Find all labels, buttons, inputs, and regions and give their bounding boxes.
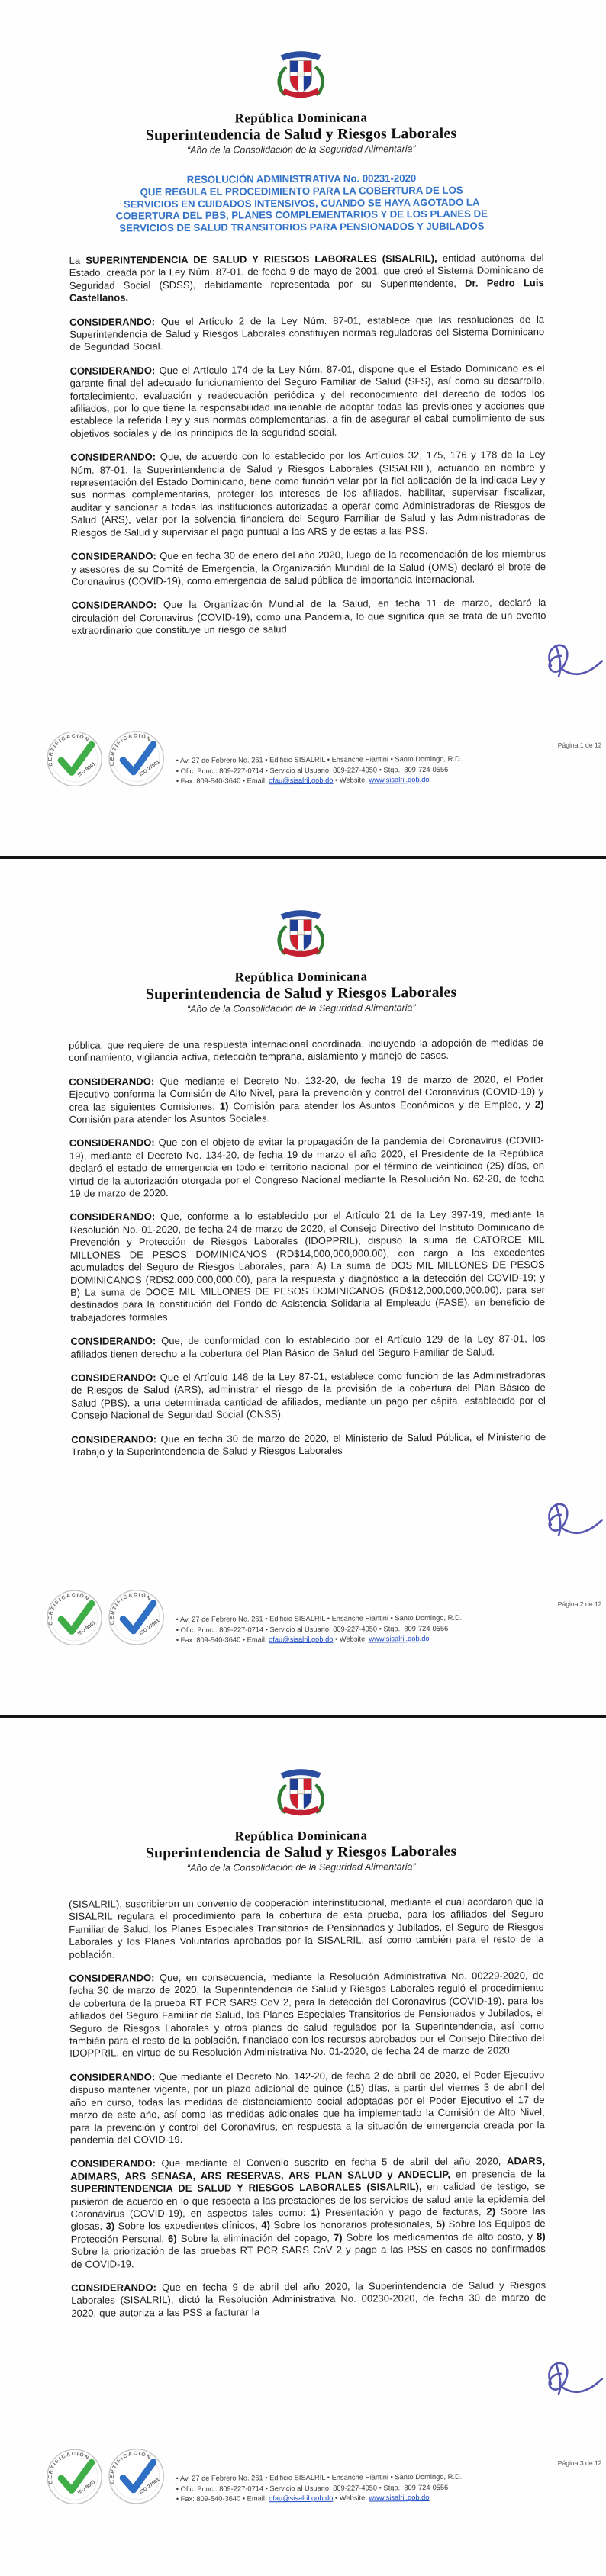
certification-badges [44, 2446, 166, 2507]
svg-text:CERTIFICACIÓN: CERTIFICACIÓN [47, 2451, 91, 2485]
email-link[interactable]: ofau@sisalril.gob.do [269, 776, 334, 785]
website-link[interactable]: www.sisalril.gob.do [369, 776, 430, 784]
signature-paraph-icon [528, 634, 604, 691]
paragraph: CONSIDERANDO: Que en fecha 9 de abril del año 2020, la Superintendencia de Salud y Riesgos Laborales (SISALRIL), dictó la Resolución Administrativa No. 00230-2020, de fecha 30 de marzo de 2020, que autoriza a las PSS a facturar la [71, 2279, 546, 2319]
motto: “Año de la Consolidación de la Seguridad Alimentaria” [186, 143, 416, 156]
svg-text:CERTIFICACIÓN: CERTIFICACIÓN [47, 733, 91, 767]
website-link[interactable]: www.sisalril.gob.do [369, 1635, 430, 1643]
fax-email-label: • Fax: 809-540-3640 • Email: [176, 2494, 269, 2504]
page-header [0, 859, 604, 1015]
email-link[interactable]: ofau@sisalril.gob.do [269, 2494, 334, 2503]
address-line-1: • Av. 27 de Febrero No. 261 • Edificio SISALRIL • Ensanche Piantini • Santo Domingo, R.D. [176, 754, 463, 765]
signature-paraph-icon [528, 1493, 604, 1550]
footer-address [176, 2472, 463, 2505]
paragraph: pública, que requiere de una respuesta internacional coordinada, incluyendo la adopción de medidas de confinamiento, vigilancia activa, detección temprana, aislamiento y manejo de casos. [69, 1037, 544, 1064]
fax-email-label: • Fax: 809-540-3640 • Email: [176, 777, 269, 786]
page-number: Página 2 de 12 [557, 1600, 602, 1608]
resolution-title [52, 172, 551, 235]
resolution-title-line: COBERTURA DEL PBS, PLANES COMPLEMENTARIOS Y DE LOS PLANES DE [115, 207, 488, 222]
address-line-3 [176, 775, 463, 787]
certification-badges [44, 1587, 166, 1648]
page-3-body [69, 1896, 546, 2320]
paragraph: CONSIDERANDO: Que, de conformidad con lo establecido por el Artículo 129 de la Ley 87-01, los afiliados tienen derecho a la cobertura del Plan Básico de Salud del Seguro Familiar de Salud. [70, 1333, 546, 1360]
country-title: República Dominicana [234, 1828, 368, 1844]
svg-text:ISO 9001: ISO 9001 [76, 1620, 97, 1637]
page-1-body [69, 252, 546, 637]
page-header [0, 0, 604, 156]
svg-text:ISO 9001: ISO 9001 [76, 2479, 97, 2496]
document-page-1 [0, 0, 606, 856]
paragraph: CONSIDERANDO: Que mediante el Decreto No. 132-20, de fecha 19 de marzo de 2020, el Poder Ejecutivo conforma la Comisión de Alto Nivel, para la prevención y control del Coronavirus (COVID-19) y crea las siguientes Comisiones: 1) Comisión para atender los Asuntos Económicos y de Empleo, y 2) Comisión para atender los Asuntos Sociales. [69, 1073, 544, 1125]
address-line-1: • Av. 27 de Febrero No. 261 • Edificio SISALRIL • Ensanche Piantini • Santo Domingo, R.D. [176, 1613, 463, 1624]
iso-9001-badge-icon [44, 2447, 104, 2507]
institution-title: Superintendencia de Salud y Riesgos Laborales [145, 125, 457, 144]
resolution-title-line: SERVICIOS EN CUIDADOS INTENSIVOS, CUANDO SE HAYA AGOTADO LA [123, 196, 480, 211]
address-line-3 [176, 2493, 463, 2505]
dominican-coat-of-arms-icon [266, 46, 335, 106]
svg-text:CERTIFICACIÓN: CERTIFICACIÓN [47, 1592, 91, 1626]
paragraph: CONSIDERANDO: Que, conforme a lo establecido por el Artículo 21 de la Ley 397-19, mediante la Resolución No. 01-2020, de fecha 24 de marzo de 2020, el Consejo Directivo del Instituto Dominicano de Prevención y Protección de Riesgos Laborales (IDOPPRIL), dispuso la suma de CATORCE MIL MILLONES DE PESOS DOMINICANOS (RD$14,000,000,000.00), con cargo a los excedentes acumulados del Seguro de Riesgos Laborales, para: A) La suma de DOS MIL MILLONES DE PESOS DOMINICANOS (RD$2,000,000,000.00), para la respuesta y diagnóstico a la detección del COVID-19; y B) La suma de DOCE MIL MILLONES DE PESOS DOMINICANOS (RD$12,000,000,000.00), para ser destinados para la constitución del Fondo de Asistencia Solidaria al Empleado (FASE), en beneficio de trabajadores formales. [69, 1208, 546, 1323]
page-footer [2, 2438, 606, 2541]
website-link[interactable]: www.sisalril.gob.do [369, 2494, 430, 2502]
paragraph: CONSIDERANDO: Que en fecha 30 de enero del año 2020, luego de la recomendación de los miembros y asesores de su Comité de Emergencia, la Organización Mundial de la Salud (OMS) declaró el brote de Coronavirus (COVID-19), como emergencia de salud pública de importancia internacional. [70, 548, 546, 587]
paragraph: CONSIDERANDO: Que, en consecuencia, mediante la Resolución Administrativa No. 00229-2020, de fecha 30 de marzo de 2020, la Superintendencia de Salud y Riesgos Laborales reguló el procedimiento de cobertura de la prueba RT PCR SARS CoV 2, para la detección del Coronavirus (COVID-19), para los afiliados del Seguro Familiar de Salud, los Planes Especiales Transitorios de Pensionados y Jubilados, el Seguro de Riesgos Laborales y otros planes de salud regulados por la Superintendencia, así como también para el resto de la población, financiado con los recursos aprobados por el Consejo Directivo del IDOPPRIL, en virtud de su Resolución Administrativa No. 01-2020, de fecha 24 de marzo de 2020. [69, 1970, 545, 2060]
website-label: • Website: [333, 776, 369, 784]
motto: “Año de la Consolidación de la Seguridad Alimentaria” [186, 1002, 416, 1015]
address-line-2: • Ofic. Princ.: 809-227-0714 • Servicio al Usuario: 809-227-4050 • Stgo.: 809-724-0556 [176, 2483, 449, 2493]
iso-9001-badge-icon [44, 729, 104, 789]
paragraph: CONSIDERANDO: Que en fecha 30 de marzo de 2020, el Ministerio de Salud Pública, el Ministerio de Trabajo y la Superintendencia de Salud y Riesgos Laborales [71, 1430, 546, 1458]
paragraph: CONSIDERANDO: Que, de acuerdo con lo establecido por los Artículos 32, 175, 176 y 178 de la Ley Núm. 87-01, la Superintendencia de Salud y Riesgos Laborales (SISALRIL), actuando en nombre y representación del Estado Dominicano, tiene como función velar por la fiel aplicación de la indicada Ley y sus normas complementarias, proteger los intereses de los afiliados, habilitar, supervisar fiscalizar, auditar y sancionar a todas las instituciones autorizadas a operar como Administradoras de Riesgos de Salud (ARS), velar por la solvencia financiera del Seguro Familiar de Salud y las Administradoras de Riesgos de Salud y supervisar el pago puntual a las ARS y de estas a las PSS. [70, 449, 546, 539]
paragraph: CONSIDERANDO: Que con el objeto de evitar la propagación de la pandemia del Coronavirus (COVID-19), mediante el Decreto No. 134-20, de fecha 19 de marzo el año 2020, el Presidente de la República declaró el estado de emergencia en todo el territorio nacional, por el término de veinticinco (25) días, en virtud de la autorización otorgada por el Congreso Nacional mediante la Resolución No. 62-20, de fecha 19 de marzo de 2020. [69, 1134, 545, 1199]
page-number: Página 3 de 12 [557, 2459, 602, 2467]
page-footer [2, 720, 606, 823]
paragraph: CONSIDERANDO: Que el Artículo 174 de la Ley Núm. 87-01, dispone que el Estado Dominicano es el garante final del adecuado funcionamiento del Seguro Familiar de Salud (SFS), así como su desarrollo, fortalecimiento, evaluación y readecuación periódica y del reconocimiento del derecho de todos los afiliados, por lo que tiene la responsabilidad inalienable de adoptar todas las previsiones y acciones que establece la referida Ley y sus normas complementarias, a fin de asegurar el cabal cumplimiento de sus objetivos sociales y de los principios de la seguridad social. [69, 362, 545, 439]
institution-title: Superintendencia de Salud y Riesgos Laborales [145, 1843, 457, 1862]
resolution-title-line: RESOLUCIÓN ADMINISTRATIVA No. 00231-2020 [186, 172, 417, 185]
svg-text:CERTIFICACIÓN: CERTIFICACIÓN [109, 733, 153, 767]
svg-text:CERTIFICACIÓN: CERTIFICACIÓN [109, 1592, 153, 1626]
svg-text:ISO 27001: ISO 27001 [138, 2477, 161, 2496]
paragraph: CONSIDERANDO: Que el Artículo 2 de la Ley Núm. 87-01, establece que las resoluciones de la Superintendencia de Salud y Riesgos Laborales constituyen normas reguladoras del Sistema Dominicano de Seguridad Social. [69, 313, 545, 353]
document-page-3 [0, 1718, 606, 2576]
website-label: • Website: [333, 1635, 369, 1643]
iso-27001-badge-icon [106, 2446, 166, 2506]
resolution-title-line: QUE REGULA EL PROCEDIMIENTO PARA LA COBERTURA DE LOS [140, 184, 463, 198]
paragraph: (SISALRIL), suscribieron un convenio de cooperación interinstitucional, mediante el cual acordaron que la SISALRIL regulara el procedimiento para la cobertura de esta prueba, para los afiliados del Seguro Familiar de Salud, los Planes Especiales Transitorios de Pensionados y Jubilados, el Seguro de Riesgos Laborales y los Planes Voluntarios aprobados por la SISALRIL, así como también para el resto de la población. [69, 1896, 544, 1960]
paragraph: CONSIDERANDO: Que mediante el Decreto No. 142-20, de fecha 2 de abril de 2020, el Poder Ejecutivo dispuso mantener vigente, por un plazo adicional de quince (15) días, a partir del viernes 3 de abril del año en curso, todas las medidas de distanciamiento social adoptadas por el Poder Ejecutivo el 17 de marzo de este año, así como las medidas adicionales que ha implementado la Comisión de Alto Nivel, para la prevención y control del Coronavirus, en respuesta a la situación de emergencia creada por la pandemia del COVID-19. [69, 2068, 545, 2146]
footer-address [176, 754, 463, 787]
certification-badges [44, 728, 166, 789]
iso-27001-badge-icon [106, 1587, 166, 1647]
svg-text:ISO 9001: ISO 9001 [76, 761, 97, 778]
email-link[interactable]: ofau@sisalril.gob.do [269, 1635, 334, 1644]
paragraph: CONSIDERANDO: Que la Organización Mundial de la Salud, en fecha 11 de marzo, declaró la circulación del Coronavirus (COVID-19), como una Pandemia, lo que significa que se trata de un evento extraordinario que constituye un riesgo de salud [71, 597, 546, 636]
country-title: República Dominicana [234, 969, 368, 985]
svg-text:ISO 27001: ISO 27001 [138, 1618, 161, 1637]
address-line-2: • Ofic. Princ.: 809-227-0714 • Servicio al Usuario: 809-227-4050 • Stgo.: 809-724-0556 [176, 1624, 449, 1634]
page-2-body [69, 1037, 546, 1458]
page-number: Página 1 de 12 [557, 741, 602, 749]
address-line-3 [176, 1634, 463, 1646]
paragraph: La SUPERINTENDENCIA DE SALUD Y RIESGOS LABORALES (SISALRIL), entidad autónoma del Estado, creada por la Ley Núm. 87-01, de fecha 9 de mayo de 2001, que creó el Sistema Dominicano de Seguridad Social (SDSS), debidamente representada por su Superintendente, Dr. Pedro Luis Castellanos. [69, 252, 544, 304]
institution-title: Superintendencia de Salud y Riesgos Laborales [145, 984, 457, 1003]
country-title: República Dominicana [234, 110, 368, 126]
page-header [0, 1718, 604, 1874]
website-label: • Website: [333, 2494, 369, 2502]
footer-address [176, 1613, 463, 1646]
paragraph: CONSIDERANDO: Que mediante el Convenio suscrito en fecha 5 de abril del año 2020, ADARS, ADIMARS, ARS SENASA, ARS RESERVAS, ARS PLAN SALUD y ANDECLIP, en presencia de la SUPERINTENDENCIA DE SALUD Y RIESGOS LABORALES (SISALRIL), en calidad de testigo, se pusieron de acuerdo en lo que respecta a las prestaciones de los servicios de salud ante la epidemia del Coronavirus (COVID-19), en aspectos tales como: 1) Presentación y pago de facturas, 2) Sobre las glosas, 3) Sobre los expedientes clínicos, 4) Sobre los honorarios profesionales, 5) Sobre los Equipos de Protección Personal, 6) Sobre la eliminación del copago, 7) Sobre los medicamentos de alto costo, y 8) Sobre la priorización de las pruebas RT PCR SARS CoV 2 y pago a las PSS en casos no confirmados de COVID-19. [70, 2155, 546, 2270]
dominican-coat-of-arms-icon [266, 905, 335, 965]
paragraph: CONSIDERANDO: Que el Artículo 148 de la Ley 87-01, establece como función de las Administradoras de Riesgos de Salud (ARS), administrar el riesgo de la provisión de la cobertura del Plan Básico de Salud (PBS), a una determinada cantidad de afiliados, mediante un pago per cápita, establecido por el Consejo Nacional de Seguridad Social (CNSS). [70, 1368, 546, 1422]
motto: “Año de la Consolidación de la Seguridad Alimentaria” [186, 1861, 416, 1873]
dominican-coat-of-arms-icon [266, 1764, 335, 1824]
signature-paraph-icon [528, 2352, 604, 2409]
fax-email-label: • Fax: 809-540-3640 • Email: [176, 1635, 269, 1645]
resolution-title-line: SERVICIOS DE SALUD TRANSITORIOS PARA PENSIONADOS Y JUBILADOS [119, 220, 485, 234]
svg-text:CERTIFICACIÓN: CERTIFICACIÓN [109, 2451, 153, 2484]
address-line-2: • Ofic. Princ.: 809-227-0714 • Servicio al Usuario: 809-227-4050 • Stgo.: 809-724-0556 [176, 765, 449, 775]
document-page-2 [0, 859, 606, 1715]
address-line-1: • Av. 27 de Febrero No. 261 • Edificio SISALRIL • Ensanche Piantini • Santo Domingo, R.D. [176, 2472, 463, 2483]
iso-9001-badge-icon [44, 1588, 104, 1648]
svg-text:ISO 27001: ISO 27001 [138, 759, 161, 778]
iso-27001-badge-icon [106, 728, 166, 788]
page-footer [2, 1579, 606, 1682]
